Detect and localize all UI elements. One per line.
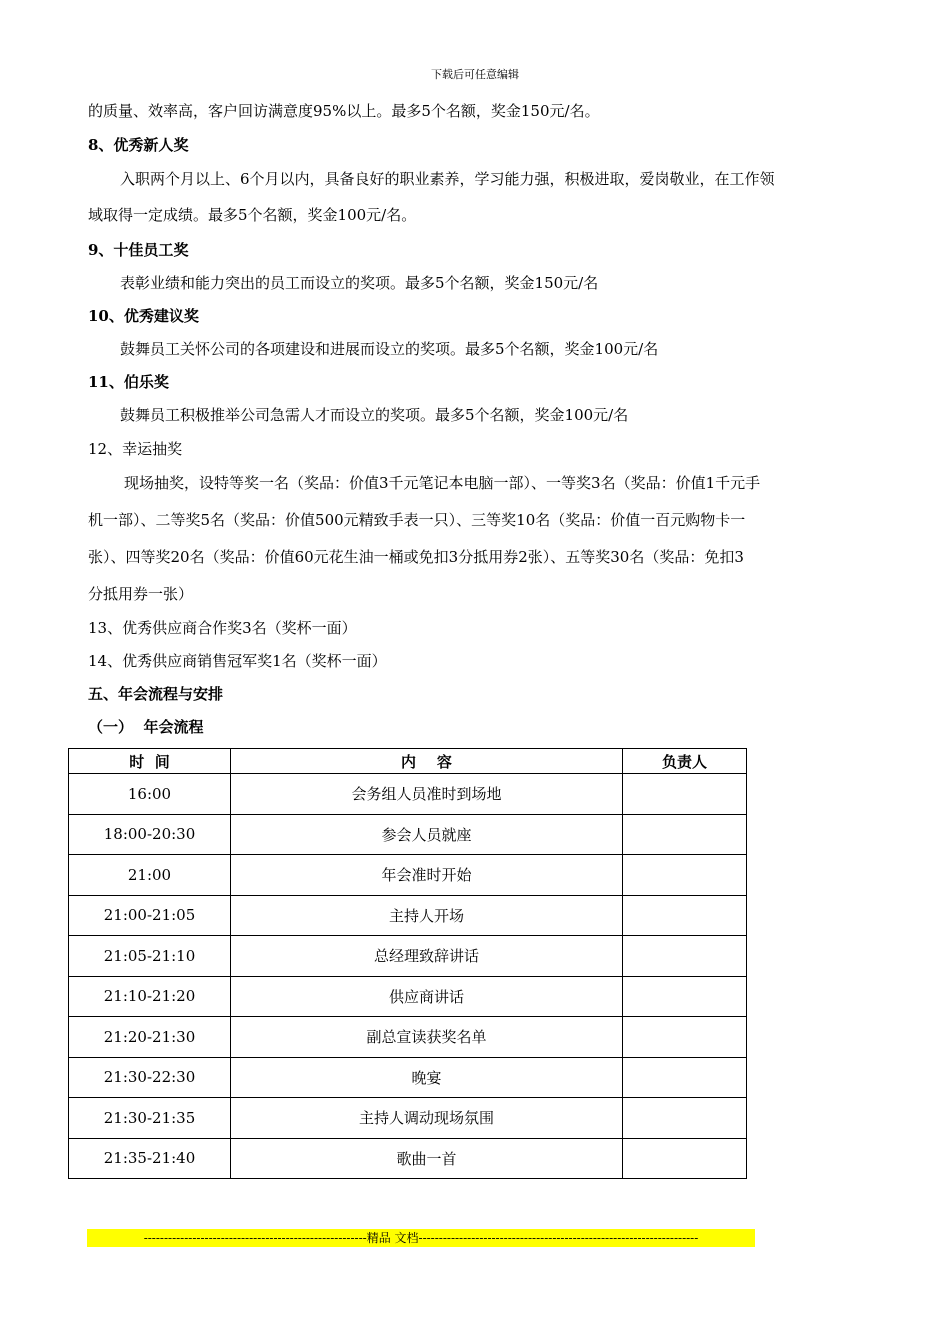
owner-cell — [623, 936, 747, 977]
content-cell: 总经理致辞讲话 — [231, 936, 623, 977]
table-header-row — [69, 749, 747, 774]
column-header-owner: 负责人 — [623, 749, 747, 774]
section-heading-lucky-draw: 12、幸运抽奖 — [88, 440, 183, 458]
owner-cell — [623, 855, 747, 896]
time-cell: 16:00 — [69, 774, 231, 815]
owner-cell — [623, 814, 747, 855]
section-heading-bole-award: 11、伯乐奖 — [88, 373, 169, 391]
section-heading-annual-meeting-flow: 五、年会流程与安排 — [88, 685, 224, 703]
content-cell: 歌曲一首 — [231, 1138, 623, 1179]
paragraph-line: 入职两个月以上、6个月以内，具备良好的职业素养，学习能力强，积极进取，爱岗敬业，在工作领 — [120, 170, 775, 188]
table-row — [69, 1138, 747, 1179]
content-cell: 年会准时开始 — [231, 855, 623, 896]
paragraph-line: 14、优秀供应商销售冠军奖1名（奖杯一面） — [88, 652, 387, 670]
time-cell: 18:00-20:30 — [69, 814, 231, 855]
owner-cell — [623, 1098, 747, 1139]
paragraph-line: 机一部）、二等奖5名（奖品：价值500元精致手表一只）、三等奖10名（奖品：价值一百元购物卡一 — [88, 511, 746, 529]
table-row — [69, 976, 747, 1017]
content-cell: 晚宴 — [231, 1057, 623, 1098]
content-cell: 会务组人员准时到场地 — [231, 774, 623, 815]
table-row — [69, 895, 747, 936]
owner-cell — [623, 1138, 747, 1179]
owner-cell — [623, 1057, 747, 1098]
time-cell: 21:30-21:35 — [69, 1098, 231, 1139]
column-header-time: 时 间 — [69, 749, 231, 774]
content-cell: 主持人调动现场氛围 — [231, 1098, 623, 1139]
subsection-heading-meeting-flow: （一） 年会流程 — [88, 718, 204, 736]
table-row — [69, 936, 747, 977]
table-row — [69, 1057, 747, 1098]
table-row — [69, 855, 747, 896]
footer-watermark-bar: -------------------------------------------------------精品 文档--------------------------------------------------------------------- — [87, 1229, 755, 1247]
content-cell: 供应商讲话 — [231, 976, 623, 1017]
content-cell: 副总宣读获奖名单 — [231, 1017, 623, 1058]
paragraph-line: 鼓舞员工积极推举公司急需人才而设立的奖项。最多5个名额，奖金100元/名 — [120, 406, 629, 424]
time-cell: 21:30-22:30 — [69, 1057, 231, 1098]
time-cell: 21:05-21:10 — [69, 936, 231, 977]
owner-cell — [623, 1017, 747, 1058]
paragraph-line: 现场抽奖，设特等奖一名（奖品：价值3千元笔记本电脑一部）、一等奖3名（奖品：价值1千元手 — [124, 474, 761, 492]
section-heading-excellent-newcomer: 8、优秀新人奖 — [88, 136, 189, 154]
table-row — [69, 814, 747, 855]
paragraph-line: 分抵用券一张） — [88, 585, 194, 603]
section-heading-suggestion-award: 10、优秀建议奖 — [88, 307, 199, 325]
page-header-note: 下载后可任意编辑 — [431, 68, 519, 81]
table-row — [69, 1017, 747, 1058]
paragraph-line: 域取得一定成绩。最多5个名额，奖金100元/名。 — [88, 206, 417, 224]
owner-cell — [623, 976, 747, 1017]
time-cell: 21:00 — [69, 855, 231, 896]
table-row — [69, 774, 747, 815]
schedule-table — [68, 748, 747, 1179]
paragraph-line: 表彰业绩和能力突出的员工而设立的奖项。最多5个名额，奖金150元/名 — [120, 274, 599, 292]
time-cell: 21:00-21:05 — [69, 895, 231, 936]
content-cell: 主持人开场 — [231, 895, 623, 936]
paragraph-line: 的质量、效率高，客户回访满意度95%以上。最多5个名额，奖金150元/名。 — [88, 102, 600, 120]
paragraph-line: 13、优秀供应商合作奖3名（奖杯一面） — [88, 619, 357, 637]
owner-cell — [623, 774, 747, 815]
table-row — [69, 1098, 747, 1139]
owner-cell — [623, 895, 747, 936]
paragraph-line: 张）、四等奖20名（奖品：价值60元花生油一桶或免扣3分抵用券2张）、五等奖30名（奖品：免扣3 — [88, 548, 744, 566]
time-cell: 21:35-21:40 — [69, 1138, 231, 1179]
section-heading-top-ten-employee: 9、十佳员工奖 — [88, 241, 189, 259]
paragraph-line: 鼓舞员工关怀公司的各项建设和进展而设立的奖项。最多5个名额，奖金100元/名 — [120, 340, 659, 358]
time-cell: 21:20-21:30 — [69, 1017, 231, 1058]
content-cell: 参会人员就座 — [231, 814, 623, 855]
column-header-content: 内 容 — [231, 749, 623, 774]
time-cell: 21:10-21:20 — [69, 976, 231, 1017]
